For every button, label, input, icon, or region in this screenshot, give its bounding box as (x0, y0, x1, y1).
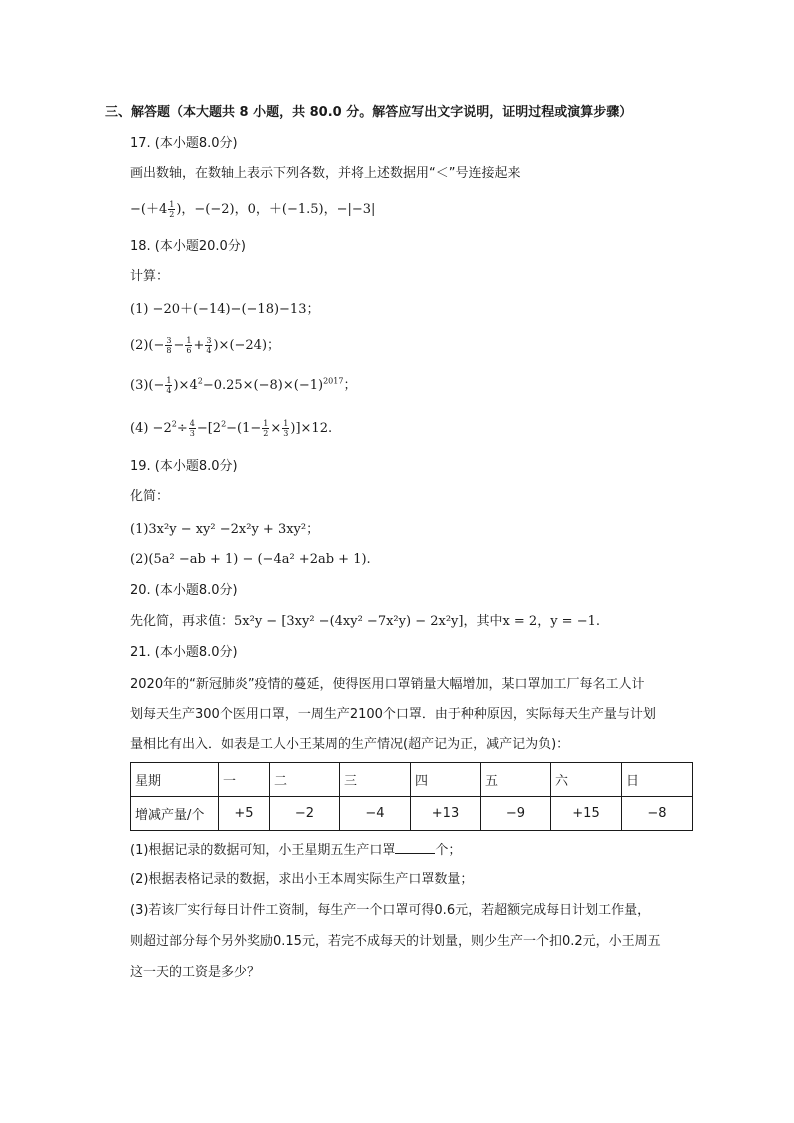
table-cell: 星期 (131, 763, 219, 797)
q18-part1: (1) −20＋(−14)−(−18)−13； (130, 302, 320, 317)
fraction: $\frac{1}{2}$ (169, 200, 175, 219)
table-cell: 增减产量/个 (131, 797, 219, 831)
q18-part4: $(4) -2^2\div$ $\frac{4}{3}$ $-[2^2-(1-$ $\frac{1}{2}$ × $\frac{1}{3}$ )]×12. (130, 419, 333, 438)
table-cell: 二 (270, 763, 340, 797)
fraction: $\frac{1}{2}$ (263, 419, 269, 438)
q19-part1: (1)3x²y − xy² −2x²y + 3xy²； (130, 522, 320, 537)
table-cell: −2 (270, 797, 340, 831)
fraction: $\frac{3}{4}$ (206, 336, 212, 355)
q18-part3: (3)(− $\frac{1}{4}$ )$\times 4^2-0.25\times(-8)\times(-1)^{2017}$； (130, 376, 357, 395)
q21-subquestion-3-line2: 则超过部分每个另外奖励0.15元，若完不成每天的计划量，则少生产一个扣0.2元，小王周五 (130, 934, 661, 949)
table-cell: 日 (622, 763, 693, 797)
q20-text: 先化简，再求值：5x²y − [3xy² −(4xy² −7x²y) − 2x²y]，其中x = 2，y = −1. (130, 614, 600, 629)
q21-subquestion-2: (2)根据表格记录的数据，求出小王本周实际生产口罩数量； (130, 872, 474, 887)
fraction: $\frac{1}{4}$ (166, 376, 172, 395)
table-cell: 五 (481, 763, 551, 797)
table-cell: 一 (219, 763, 270, 797)
q19-part2: (2)(5a² −ab + 1) − (−4a² +2ab + 1). (130, 552, 371, 567)
table-cell: 六 (551, 763, 622, 797)
table-cell: −4 (340, 797, 411, 831)
q21-paragraph-line1: 2020年的“新冠肺炎”疫情的蔓延，使得医用口罩销量大幅增加，某口罩加工厂每名工人计 (130, 677, 645, 692)
table-cell: −9 (481, 797, 551, 831)
q19-title: 19. (本小题8.0分) (130, 459, 238, 474)
q21-subquestion-3-line3: 这一天的工资是多少？ (130, 965, 261, 980)
q21-paragraph-line3: 量相比有出入．如表是工人小王某周的生产情况(超产记为正，减产记为负)： (130, 737, 570, 752)
production-table (130, 762, 693, 831)
fraction: $\frac{1}{3}$ (283, 419, 289, 438)
answer-blank (395, 841, 435, 854)
q17-text: 画出数轴，在数轴上表示下列各数，并将上述数据用“＜”号连接起来 (130, 166, 521, 181)
q21-subquestion-1: (1)根据记录的数据可知，小王星期五生产口罩 个； (130, 843, 462, 858)
table-row-change (131, 797, 693, 831)
q19-text: 化简： (130, 489, 170, 504)
q17-title: 17. (本小题8.0分) (130, 136, 238, 151)
fraction: $\frac{4}{3}$ (189, 419, 195, 438)
q18-title: 18. (本小题20.0分) (130, 239, 246, 254)
table-cell: +5 (219, 797, 270, 831)
q21-title: 21. (本小题8.0分) (130, 645, 238, 660)
q18-text: 计算： (130, 269, 170, 284)
table-cell: 四 (411, 763, 481, 797)
table-cell: 三 (340, 763, 411, 797)
fraction: $\frac{1}{6}$ (186, 336, 192, 355)
q17-expression: −(＋4 $\frac{1}{2}$ )，−(−2)，0，＋(−1.5)，−|−3| (130, 200, 376, 219)
q20-title: 20. (本小题8.0分) (130, 583, 238, 598)
q18-part2: (2)(− $\frac{3}{8}$ − $\frac{1}{6}$ + $\frac{3}{4}$ )×(−24)； (130, 336, 281, 355)
table-cell: +13 (411, 797, 481, 831)
fraction: $\frac{3}{8}$ (166, 336, 172, 355)
section-header: 三、解答题（本大题共 8 小题，共 80.0 分。解答应写出文字说明，证明过程或演算步骤） (105, 105, 633, 120)
table-cell: +15 (551, 797, 622, 831)
table-cell: −8 (622, 797, 693, 831)
q21-subquestion-3-line1: (3)若该厂实行每日计件工资制，每生产一个口罩可得0.6元，若超额完成每日计划工作量， (130, 903, 651, 918)
q21-paragraph-line2: 划每天生产300个医用口罩，一周生产2100个口罩．由于种种原因，实际每天生产量与计划 (130, 707, 656, 722)
table-row-weekday (131, 763, 693, 797)
